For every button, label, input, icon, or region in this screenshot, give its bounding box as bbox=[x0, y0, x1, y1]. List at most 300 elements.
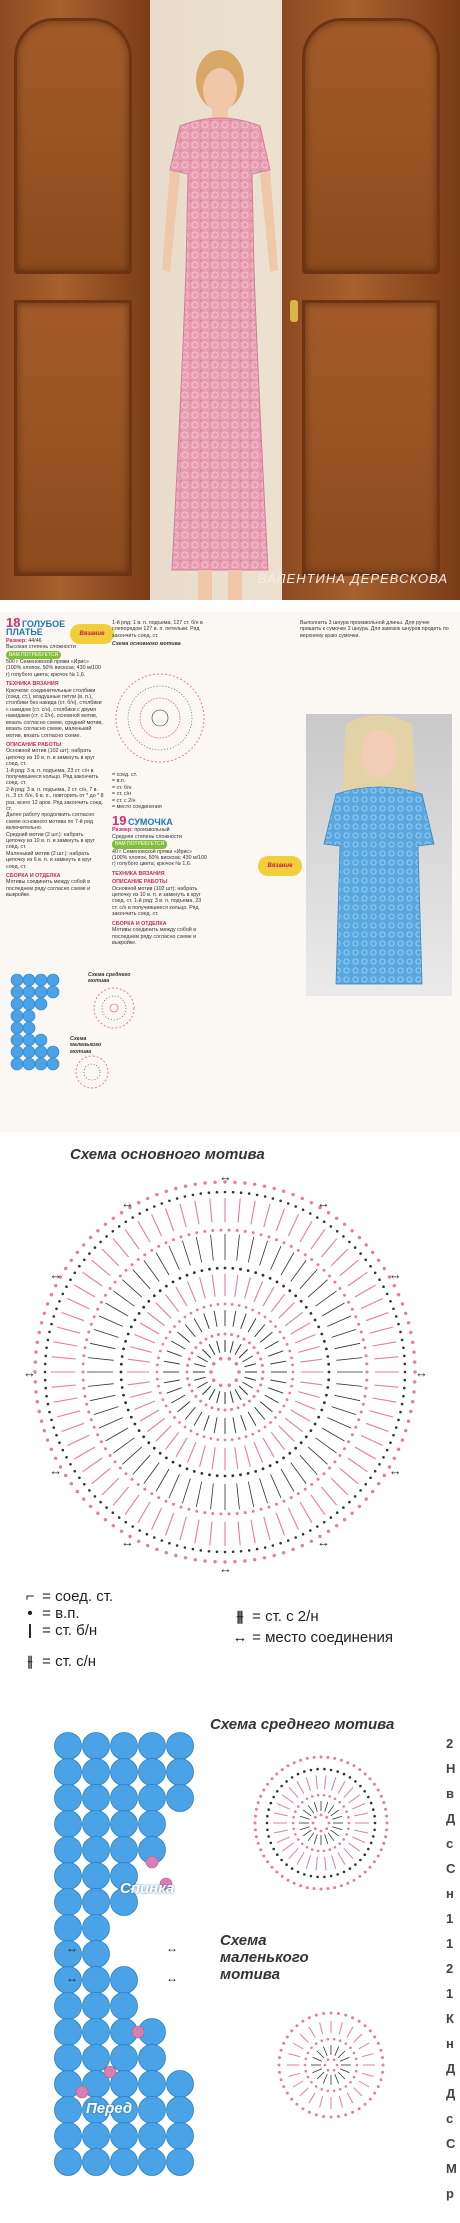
middle-motif-chain-dot bbox=[349, 1776, 352, 1779]
middle-motif-stitch bbox=[325, 1834, 328, 1844]
main-motif-chain-dot bbox=[354, 1246, 357, 1249]
main-motif-chain-dot bbox=[146, 1197, 149, 1200]
main-motif-chain-dot bbox=[335, 1217, 338, 1220]
main-motif-chain-dot bbox=[404, 1379, 407, 1382]
main-motif-chain-dot bbox=[343, 1294, 346, 1297]
layout-motif bbox=[167, 2123, 194, 2150]
main-motif-chain-dot bbox=[231, 1267, 234, 1270]
main-motif-chain-dot bbox=[105, 1506, 108, 1509]
small-motif-stitch bbox=[317, 2072, 324, 2079]
main-motif-chain-dot bbox=[283, 1500, 286, 1503]
small-motif-chain-dot bbox=[358, 2020, 361, 2023]
main-motif-chain-dot bbox=[50, 1323, 53, 1326]
main-motif-chain-dot bbox=[365, 1243, 368, 1246]
middle-motif-chain-dot bbox=[320, 1830, 323, 1833]
main-motif-chain-dot bbox=[104, 1223, 107, 1226]
main-motif-chain-dot bbox=[179, 1277, 182, 1280]
main-motif-chain-dot bbox=[267, 1506, 270, 1509]
middle-motif-stitch bbox=[352, 1804, 365, 1810]
small-motif-chain-dot bbox=[330, 2012, 333, 2015]
main-motif-stitch bbox=[204, 1415, 210, 1430]
main-motif-chain-dot bbox=[125, 1269, 128, 1272]
small-motif-chain-dot bbox=[337, 2012, 340, 2015]
middle-motif-stitch bbox=[352, 1837, 365, 1843]
main-motif-stitch bbox=[300, 1359, 322, 1362]
main-motif-chain-dot bbox=[143, 1488, 146, 1491]
middle-motif-stitch bbox=[332, 1777, 336, 1790]
cropped-letter: М bbox=[446, 2161, 457, 2176]
main-motif-chain-dot bbox=[302, 1533, 305, 1536]
middle-motif-stitch bbox=[297, 1852, 304, 1864]
middle-motif-chain-dot bbox=[325, 1816, 328, 1819]
main-motif-stitch bbox=[113, 1438, 134, 1453]
middle-motif-chain-dot bbox=[299, 1884, 302, 1887]
main-motif-stitch bbox=[248, 1237, 253, 1262]
main-motif-stitch bbox=[88, 1358, 114, 1361]
middle-motif-chain-dot bbox=[328, 1848, 331, 1851]
main-motif-chain-dot bbox=[264, 1546, 267, 1549]
main-motif-chain-dot bbox=[212, 1362, 216, 1366]
middle-motif-chain-dot bbox=[285, 1780, 288, 1783]
layout-motif bbox=[83, 1759, 110, 1786]
middle-motif-chain-dot bbox=[311, 1848, 314, 1851]
middle-motif-stitch bbox=[338, 1852, 345, 1864]
main-motif-stitch bbox=[74, 1285, 95, 1297]
main-motif-chain-dot bbox=[43, 1429, 46, 1432]
main-motif-chain-dot bbox=[138, 1212, 141, 1215]
assembly-text: Мотивы соединить между собой в последнем ряду согласно схеме и выкройке. bbox=[6, 879, 91, 899]
main-motif-chain-dot bbox=[211, 1229, 214, 1232]
main-motif-stitch bbox=[106, 1303, 129, 1316]
main-motif-stitch bbox=[164, 1361, 180, 1364]
main-motif-chain-dot bbox=[178, 1421, 181, 1424]
main-motif-chain-dot bbox=[309, 1529, 312, 1532]
middle-motif-chain-dot bbox=[314, 1827, 317, 1830]
main-motif-chain-dot bbox=[397, 1419, 400, 1422]
main-motif-stitch bbox=[122, 1280, 141, 1297]
small-motif-stitch bbox=[300, 2088, 309, 2097]
main-motif-chain-dot bbox=[282, 1285, 285, 1288]
layout-motif bbox=[55, 1993, 82, 2020]
main-motif-chain-dot bbox=[165, 1337, 168, 1340]
main-motif-chain-dot bbox=[156, 1378, 159, 1381]
main-motif-chain-dot bbox=[371, 1490, 374, 1493]
middle-motif-chain-dot bbox=[270, 1802, 273, 1805]
main-motif-stitch bbox=[268, 1388, 283, 1394]
description-text: Средний мотив (2 шт.): набрать цепочку из 10 в. п. и замкнуть в круг соед. ст. bbox=[6, 831, 95, 851]
middle-motif-chain-dot bbox=[333, 1757, 336, 1760]
main-motif-chain-dot bbox=[233, 1181, 236, 1184]
small-motif-chain-dot bbox=[373, 2035, 376, 2038]
mini-scheme-small-label: Схема маленького мотива bbox=[70, 1036, 102, 1055]
small-motif-chain-dot bbox=[355, 2058, 358, 2061]
middle-motif-stitch bbox=[314, 1802, 317, 1812]
main-motif-chain-dot bbox=[300, 1441, 303, 1444]
middle-motif-chain-dot bbox=[370, 1802, 373, 1805]
main-motif-chain-dot bbox=[62, 1449, 65, 1452]
magazine-page bbox=[0, 612, 460, 1132]
legend-item-chain bbox=[22, 1605, 113, 1622]
main-motif-chain-dot bbox=[224, 1551, 227, 1554]
main-motif-chain-dot bbox=[99, 1501, 102, 1504]
main-motif-chain-dot bbox=[304, 1488, 307, 1491]
main-motif-chain-dot bbox=[203, 1306, 206, 1309]
small-motif-chain-dot bbox=[345, 2085, 348, 2088]
size-value: 44/46 bbox=[28, 637, 42, 644]
main-motif-stitch bbox=[327, 1316, 351, 1327]
layout-small-motif bbox=[76, 2086, 88, 2098]
main-motif-chain-dot bbox=[294, 1205, 297, 1208]
main-motif-stitch bbox=[373, 1342, 397, 1346]
main-motif-stitch bbox=[322, 1303, 345, 1316]
middle-motif-chain-dot bbox=[310, 1875, 313, 1878]
middle-motif-chain-dot bbox=[370, 1842, 373, 1845]
middle-motif-chain-dot bbox=[259, 1795, 262, 1798]
main-motif-stitch bbox=[102, 1478, 119, 1495]
main-motif-stitch bbox=[57, 1327, 80, 1333]
middle-motif-stitch bbox=[289, 1848, 298, 1858]
main-motif-chain-dot bbox=[297, 1249, 300, 1252]
middle-motif-stitch bbox=[282, 1843, 293, 1851]
main-motif-stitch bbox=[125, 1230, 139, 1250]
middle-motif-chain-dot bbox=[276, 1853, 279, 1856]
main-motif-chain-dot bbox=[279, 1411, 282, 1414]
middle-motif-chain-dot bbox=[297, 1838, 300, 1841]
main-motif-chain-dot bbox=[330, 1225, 333, 1228]
main-motif-chain-dot bbox=[259, 1384, 262, 1387]
main-motif-chain-dot bbox=[131, 1525, 134, 1528]
layout-motif bbox=[83, 1785, 110, 1812]
main-motif-chain-dot bbox=[374, 1272, 377, 1275]
main-motif-chain-dot bbox=[161, 1539, 164, 1542]
photo-caption: ВАЛЕНТИНА ДЕРЕВСКОВА bbox=[257, 571, 448, 586]
main-motif-chain-dot bbox=[378, 1463, 381, 1466]
description-text: 2-й ряд: 3 в. п. подъема, 2 ст. с/н, 7 в. п., 3 ст. б/н, 6 в. п., повторить от * до * 8 раз, всего 12 арок. Ряд закончить соед. ст. bbox=[6, 786, 104, 812]
main-motif-stitch bbox=[209, 1389, 215, 1399]
main-motif-stitch bbox=[147, 1312, 164, 1325]
main-motif-chain-dot bbox=[124, 1401, 127, 1404]
main-motif-chain-dot bbox=[85, 1338, 88, 1341]
small-motif-chain-dot bbox=[308, 2016, 311, 2019]
door-right bbox=[282, 0, 460, 600]
main-motif-chain-dot bbox=[254, 1271, 257, 1274]
small-motif-chain-dot bbox=[345, 2042, 348, 2045]
small-motif-chain-dot bbox=[286, 2035, 289, 2038]
main-motif-chain-dot bbox=[211, 1406, 214, 1409]
small-motif-chain-dot bbox=[324, 2064, 327, 2067]
layout-motif bbox=[55, 1811, 82, 1838]
main-motif-chain-dot bbox=[76, 1490, 79, 1493]
layout-motif bbox=[139, 2149, 166, 2176]
main-motif-chain-dot bbox=[316, 1216, 319, 1219]
main-motif-stitch bbox=[210, 1521, 212, 1545]
main-motif-stitch bbox=[332, 1407, 357, 1415]
main-motif-chain-dot bbox=[392, 1308, 395, 1311]
main-motif-chain-dot bbox=[256, 1390, 259, 1393]
middle-motif-chain-dot bbox=[254, 1815, 257, 1818]
main-motif-stitch bbox=[237, 1483, 240, 1509]
main-motif-chain-dot bbox=[272, 1197, 275, 1200]
main-motif-stitch bbox=[300, 1455, 317, 1474]
legend-item-tr bbox=[232, 1608, 393, 1625]
middle-motif-chain-dot bbox=[380, 1795, 383, 1798]
main-motif-chain-dot bbox=[48, 1411, 51, 1414]
main-motif-chain-dot bbox=[395, 1426, 398, 1429]
size-value: произвольный bbox=[134, 827, 170, 834]
main-motif-chain-dot bbox=[58, 1441, 61, 1444]
main-motif-stitch bbox=[366, 1423, 389, 1431]
main-motif-chain-dot bbox=[264, 1316, 267, 1319]
main-motif-stitch bbox=[264, 1204, 270, 1227]
main-motif-chain-dot bbox=[157, 1496, 160, 1499]
small-motif-stitch bbox=[335, 2074, 339, 2083]
main-motif-chain-dot bbox=[109, 1454, 112, 1457]
layout-motif bbox=[55, 2045, 82, 2072]
main-motif-chain-dot bbox=[365, 1497, 368, 1500]
middle-motif-chain-dot bbox=[348, 1822, 351, 1825]
main-motif-stitch bbox=[238, 1199, 240, 1223]
cropped-letter: Н bbox=[446, 1761, 456, 1776]
main-motif-chain-dot bbox=[203, 1559, 206, 1562]
main-motif-stitch bbox=[185, 1407, 195, 1419]
main-motif-stitch bbox=[182, 1479, 190, 1504]
main-motif-chain-dot bbox=[156, 1364, 159, 1367]
main-motif-chain-dot bbox=[261, 1377, 264, 1380]
main-motif-chain-dot bbox=[335, 1524, 338, 1527]
small-motif-chain-dot bbox=[333, 2090, 336, 2093]
main-motif-stitch bbox=[340, 1260, 358, 1275]
main-motif-chain-dot bbox=[393, 1457, 396, 1460]
main-motif-stitch bbox=[102, 1249, 119, 1266]
main-motif-chain-dot bbox=[120, 1530, 123, 1533]
main-motif-chain-dot bbox=[228, 1357, 232, 1361]
main-motif-chain-dot bbox=[279, 1200, 282, 1203]
main-motif-chain-dot bbox=[397, 1323, 400, 1326]
main-motif-stitch bbox=[288, 1214, 298, 1236]
main-motif-stitch bbox=[156, 1426, 172, 1442]
main-motif-chain-dot bbox=[317, 1326, 320, 1329]
main-motif-chain-dot bbox=[196, 1433, 199, 1436]
small-motif-chain-dot bbox=[379, 2049, 382, 2052]
door-panel bbox=[302, 18, 440, 274]
legend-text: = ст. с 2/н bbox=[252, 1608, 319, 1625]
layout-small-motif bbox=[104, 2066, 116, 2078]
small-motif-chain-dot bbox=[290, 2098, 293, 2101]
join-point-icon: ↔ bbox=[66, 1971, 78, 1985]
main-motif-chain-dot bbox=[276, 1461, 279, 1464]
main-motif-chain-dot bbox=[365, 1354, 368, 1357]
description-heading: ОПИСАНИЕ РАБОТЫ bbox=[6, 741, 62, 748]
main-motif-chain-dot bbox=[155, 1193, 158, 1196]
middle-motif-chain-dot bbox=[317, 1794, 320, 1797]
main-motif-chain-dot bbox=[243, 1338, 246, 1341]
small-motif-chain-dot bbox=[369, 2098, 372, 2101]
main-motif-chain-dot bbox=[203, 1230, 206, 1233]
main-motif-chain-dot bbox=[327, 1211, 330, 1214]
main-motif-chain-dot bbox=[404, 1312, 407, 1315]
main-motif-chain-dot bbox=[264, 1426, 267, 1429]
cropped-letter: 1 bbox=[446, 1986, 454, 2001]
main-motif-chain-dot bbox=[236, 1229, 239, 1232]
main-motif-chain-dot bbox=[44, 1363, 47, 1366]
middle-motif-chain-dot bbox=[267, 1808, 270, 1811]
main-motif-chain-dot bbox=[190, 1312, 193, 1315]
middle-motif-stitch bbox=[316, 1775, 317, 1789]
cropped-letter: р bbox=[446, 2186, 454, 2201]
materials-text: 40 г Семеновской пряжи «Ирис» (100% хлопок, 50% вискоза; 430 м/100 г) голубого цвета; крючок № 1,6. bbox=[112, 848, 207, 868]
middle-motif-chain-dot bbox=[382, 1842, 385, 1845]
main-motif-chain-dot bbox=[354, 1426, 357, 1429]
main-motif-chain-dot bbox=[294, 1536, 297, 1539]
main-motif-chain-dot bbox=[165, 1551, 168, 1554]
main-motif-stitch bbox=[176, 1287, 187, 1306]
main-motif-chain-dot bbox=[291, 1193, 294, 1196]
main-motif-stitch bbox=[336, 1384, 362, 1387]
main-motif-chain-dot bbox=[120, 1371, 123, 1374]
main-motif-chain-dot bbox=[256, 1352, 259, 1355]
main-motif-chain-dot bbox=[211, 1512, 214, 1515]
size-label: Размер: bbox=[112, 827, 133, 834]
main-motif-stitch bbox=[171, 1341, 185, 1349]
materials-text: 500 г Семеновской пряжи «Ирис» (100% хлопок, 50% вискоза; 430 м/100 г) голубого цвета; крючок № 1,6. bbox=[6, 659, 101, 678]
main-motif-chain-dot bbox=[217, 1303, 220, 1306]
main-motif-chain-dot bbox=[358, 1236, 361, 1239]
main-motif-chain-dot bbox=[45, 1395, 48, 1398]
main-motif-chain-dot bbox=[333, 1460, 336, 1463]
main-motif-chain-dot bbox=[137, 1258, 140, 1261]
small-motif-chain-dot bbox=[308, 2111, 311, 2114]
pattern-number: 19 bbox=[112, 813, 127, 828]
main-motif-stitch bbox=[285, 1418, 302, 1431]
main-motif-chain-dot bbox=[411, 1341, 414, 1344]
main-motif-chain-dot bbox=[168, 1200, 171, 1203]
main-motif-chain-dot bbox=[283, 1405, 286, 1408]
main-motif-chain-dot bbox=[201, 1472, 204, 1475]
main-motif-stitch bbox=[140, 1410, 159, 1421]
main-motif-chain-dot bbox=[314, 1423, 317, 1426]
small-motif-chain-dot bbox=[358, 2107, 361, 2110]
middle-motif-chain-dot bbox=[313, 1887, 316, 1890]
main-motif-chain-dot bbox=[172, 1281, 175, 1284]
main-motif-chain-dot bbox=[283, 1337, 286, 1340]
layout-motif bbox=[139, 1785, 166, 1812]
small-motif-chain-dot bbox=[381, 2071, 384, 2074]
small-motif-chain-dot bbox=[280, 2078, 283, 2081]
main-motif-chain-dot bbox=[316, 1525, 319, 1528]
main-motif-chain-dot bbox=[244, 1511, 247, 1514]
main-motif-stitch bbox=[122, 1447, 141, 1464]
main-motif-chain-dot bbox=[262, 1274, 265, 1277]
main-motif-chain-dot bbox=[125, 1521, 128, 1524]
main-motif-chain-dot bbox=[232, 1551, 235, 1554]
main-motif-chain-dot bbox=[138, 1529, 141, 1532]
main-motif-chain-dot bbox=[239, 1473, 242, 1476]
main-motif-stitch bbox=[374, 1357, 398, 1359]
middle-motif-chain-dot bbox=[316, 1876, 319, 1879]
small-motif-chain-dot bbox=[349, 2081, 352, 2084]
mid-scheme-title: Схема основного мотива bbox=[112, 641, 181, 648]
main-motif-stitch bbox=[176, 1438, 187, 1457]
main-motif-chain-dot bbox=[260, 1508, 263, 1511]
main-motif-chain-dot bbox=[269, 1464, 272, 1467]
main-motif-stitch bbox=[271, 1294, 284, 1311]
main-motif-chain-dot bbox=[310, 1312, 313, 1315]
main-motif-chain-dot bbox=[186, 1467, 189, 1470]
main-motif-chain-dot bbox=[235, 1378, 239, 1382]
door-panel bbox=[14, 18, 132, 274]
main-motif-chain-dot bbox=[112, 1511, 115, 1514]
layout-motif bbox=[111, 1733, 138, 1760]
main-motif-stitch bbox=[128, 1359, 150, 1362]
layout-small-motif bbox=[146, 1856, 158, 1868]
middle-motif-chain-dot bbox=[320, 1888, 323, 1891]
small-motif-stitch bbox=[354, 2034, 363, 2043]
main-motif-chain-dot bbox=[118, 1516, 121, 1519]
main-motif-chain-dot bbox=[224, 1191, 227, 1194]
small-motif-chain-dot bbox=[315, 2113, 318, 2116]
middle-motif-stitch bbox=[314, 1834, 317, 1844]
pattern-title: СУМОЧКА bbox=[127, 817, 173, 827]
middle-motif-chain-dot bbox=[377, 1855, 380, 1858]
main-motif-chain-dot bbox=[413, 1360, 416, 1363]
main-motif-stitch bbox=[336, 1358, 362, 1361]
small-motif-stitch bbox=[338, 2072, 345, 2079]
main-motif-chain-dot bbox=[269, 1421, 272, 1424]
legend-item-slip bbox=[22, 1588, 113, 1605]
main-motif-chain-dot bbox=[47, 1339, 50, 1342]
middle-motif-chain-dot bbox=[275, 1773, 278, 1776]
main-motif-chain-dot bbox=[269, 1277, 272, 1280]
small-motif-chain-dot bbox=[364, 2024, 367, 2027]
cropped-letter: 2 bbox=[446, 1736, 454, 1751]
woman-figure bbox=[140, 50, 300, 600]
legend-item-join bbox=[232, 1629, 393, 1646]
main-motif-stitch bbox=[374, 1385, 398, 1387]
main-motif-chain-dot bbox=[393, 1284, 396, 1287]
main-motif-chain-dot bbox=[211, 1335, 214, 1338]
main-motif-chain-dot bbox=[216, 1267, 219, 1270]
main-motif-stitch bbox=[94, 1407, 119, 1415]
main-motif-chain-dot bbox=[402, 1395, 405, 1398]
cropped-letter: н bbox=[446, 1886, 454, 1901]
middle-motif-chain-dot bbox=[254, 1822, 257, 1825]
main-motif-chain-dot bbox=[362, 1338, 365, 1341]
main-motif-chain-dot bbox=[216, 1551, 219, 1554]
layout-motif bbox=[55, 2123, 82, 2150]
small-motif-chain-dot bbox=[381, 2056, 384, 2059]
main-motif-chain-dot bbox=[216, 1191, 219, 1194]
middle-motif-stitch bbox=[354, 1813, 368, 1816]
layout-motif bbox=[83, 1889, 110, 1916]
main-motif-chain-dot bbox=[94, 1495, 97, 1498]
main-motif-chain-dot bbox=[389, 1300, 392, 1303]
main-motif-stitch bbox=[254, 1442, 262, 1462]
main-motif-chain-dot bbox=[231, 1474, 234, 1477]
main-motif-chain-dot bbox=[156, 1371, 159, 1374]
layout-motif bbox=[83, 1941, 110, 1968]
main-motif-chain-dot bbox=[38, 1410, 41, 1413]
pattern-number: 18 bbox=[6, 615, 21, 630]
middle-motif-chain-dot bbox=[336, 1873, 339, 1876]
main-motif-stitch bbox=[276, 1209, 284, 1232]
main-motif-chain-dot bbox=[213, 1181, 216, 1184]
main-motif-chain-dot bbox=[157, 1245, 160, 1248]
main-motif-chain-dot bbox=[119, 1467, 122, 1470]
join-point-icon: ↔ bbox=[317, 1534, 330, 1550]
middle-motif-chain-dot bbox=[294, 1833, 297, 1836]
main-motif-chain-dot bbox=[404, 1371, 407, 1374]
join-point-icon: ↔ bbox=[232, 1629, 248, 1646]
